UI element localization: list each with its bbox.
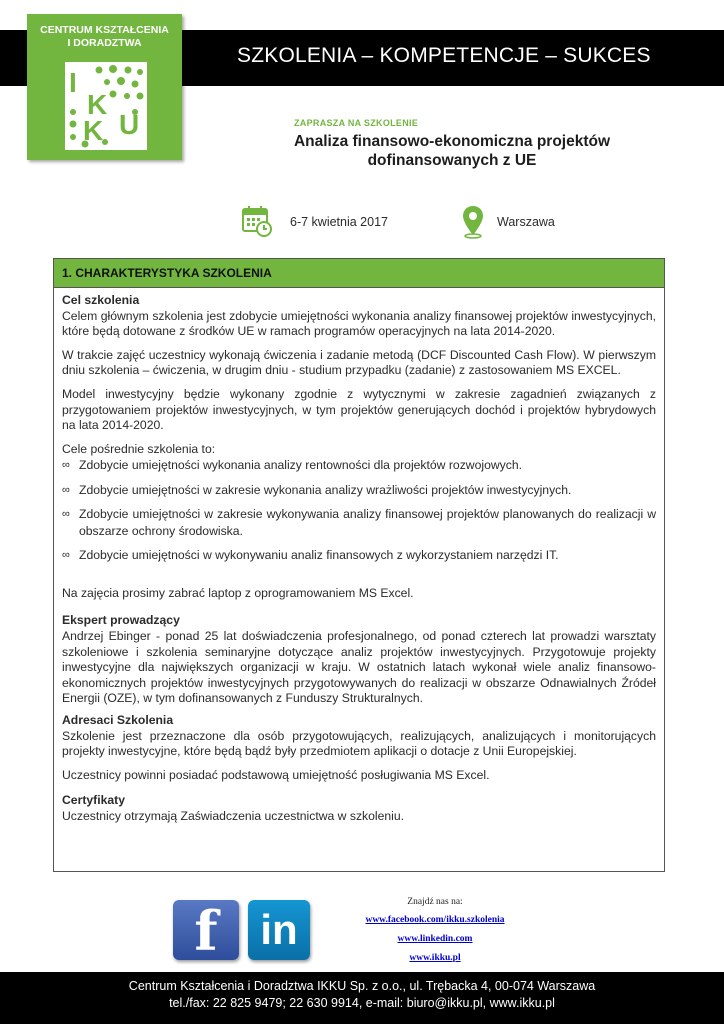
section-heading: 1. CHARAKTERYSTYKA SZKOLENIA: [54, 259, 664, 288]
training-title-line-2: dofinansowanych z UE: [367, 152, 537, 169]
sub-goal-text: Zdobycie umiejętności w zakresie wykonywania analizy finansowej projektów planowanych do realizacji w obszarze ochrony środowiska.: [79, 507, 656, 538]
goal-paragraph-2: W trakcie zajęć uczestnicy wykonają ćwiczenia i zadanie metodą (DCF Discounted Cash Flow). W pierwszym dniu szkolenia – ćwiczenia, w drugim dniu - studium przypadku (zadanie) z zastosowaniem MS EXCEL.: [62, 347, 656, 378]
goal-paragraph-3: Model inwestycyjny będzie wykonany zgodnie z wytycznymi w zakresie zagadnień związanych z przygotowaniem projektów inwestycyjnych, w tym projektów generujących dochód i projektów hybrydowych na lata 2014-2020.: [62, 386, 656, 433]
cert-text: Uczestnicy otrzymają Zaświadczenia uczestnictwa w szkoleniu.: [62, 808, 405, 823]
expert-text: Andrzej Ebinger - ponad 25 lat doświadczenia profesjonalnego, od ponad czterech lat prowadzi warsztaty szkoleniowe i szkolenia seminaryjne dotyczące analiz projektów inwestycyjnych. Przygotowuje projekty inwestycyjne dla największych organizacji w kraju. W ostatnich latach wykonał wiele analiz finansowo-ekonomicznych projektów inwestycyjnych przygotowywanych do realizacji w obszarze Odnawialnych Źródeł Energii (OZE), w tym dofinansowanych z Funduszy Strukturalnych.: [62, 629, 656, 706]
event-place: Warszawa: [497, 215, 555, 229]
list-item: [62, 506, 656, 539]
logo-line-2: I DORADZTWA: [67, 37, 142, 49]
audience-paragraph-2: Uczestnicy powinni posiadać podstawową umiejętność posługiwania MS Excel.: [62, 767, 490, 782]
logo-letter-i: I: [69, 67, 77, 98]
laptop-note: Na zajęcia prosimy zabrać laptop z oprogramowaniem MS Excel.: [62, 585, 414, 600]
infinity-bullet-icon: ∞: [62, 508, 70, 521]
invite-label: ZAPRASZA NA SZKOLENIE: [294, 118, 419, 128]
logo-letter-k2: K: [83, 115, 104, 146]
facebook-link[interactable]: www.facebook.com/ikku.szkolenia: [365, 915, 505, 925]
infinity-bullet-icon: ∞: [62, 459, 70, 472]
training-title-line-1: Analiza finansowo-ekonomiczna projektów: [293, 133, 611, 150]
sub-goal-text: Zdobycie umiejętności w zakresie wykonania analizy wrażliwości projektów inwestycyjnych.: [79, 482, 572, 497]
cert-heading: Certyfikaty: [62, 793, 125, 808]
calendar-icon: [242, 205, 272, 237]
characteristics-box: [53, 258, 665, 872]
logo-line-1: CENTRUM KSZTAŁCENIA: [40, 24, 169, 36]
header-slogan: SZKOLENIA – KOMPETENCJE – SUKCES: [237, 44, 651, 67]
infinity-bullet-icon: ∞: [62, 483, 70, 496]
linkedin-link[interactable]: www.linkedin.com: [397, 934, 473, 944]
logo-letter-k1: K: [87, 89, 108, 120]
footer-bar: [0, 972, 724, 1024]
list-item: [62, 547, 656, 564]
event-meta: [0, 205, 724, 241]
sub-goals-intro: Cele pośrednie szkolenia to:: [62, 441, 216, 456]
sub-goal-text: Zdobycie umiejętności w wykonywaniu analiz finansowych z wykorzystaniem narzędzi IT.: [79, 548, 559, 563]
footer-address: Centrum Kształcenia i Doradztwa IKKU Sp. z o.o., ul. Trębacka 4, 00-074 Warszawa: [128, 979, 596, 993]
section-content: [54, 288, 664, 825]
goal-paragraph-1: Celem głównym szkolenia jest zdobycie umiejętności wykonania analizy finansowej projektów inwestycyjnych, które będą dotowane z środków UE w ramach programów operacyjnych na lata 2014-2020.: [62, 308, 656, 339]
location-pin-icon: [462, 205, 484, 239]
find-us-label: Znajdź nas na:: [407, 897, 463, 907]
logo-text: [27, 24, 182, 50]
audience-paragraph-1: Szkolenie jest przeznaczone dla osób przygotowujących, realizujących, analizujących i monitorujących projekty inwestycyjne, które będą bądź były przedmiotem aplikacji o dotacje z Unii Europejskiej.: [62, 728, 656, 759]
list-item: [62, 457, 656, 474]
linkedin-icon[interactable]: in: [248, 900, 310, 960]
infinity-bullet-icon: ∞: [62, 549, 70, 562]
logo-letter-u: U: [119, 109, 140, 140]
facebook-icon[interactable]: f: [173, 900, 239, 960]
list-item: [62, 482, 656, 499]
social-links: [360, 897, 510, 972]
sub-goals-list: [62, 457, 656, 564]
goal-heading: Cel szkolenia: [62, 293, 140, 307]
website-link[interactable]: www.ikku.pl: [409, 953, 461, 963]
event-date: 6-7 kwietnia 2017: [290, 215, 388, 229]
footer-contact: tel./fax: 22 825 9479; 22 630 9914, e-mail: biuro@ikku.pl, www.ikku.pl: [169, 996, 555, 1010]
sub-goal-text: Zdobycie umiejętności wykonania analizy rentowności dla projektów rozwojowych.: [79, 458, 523, 473]
audience-heading: Adresaci Szkolenia: [62, 713, 174, 727]
expert-heading: Ekspert prowadzący: [62, 613, 180, 628]
